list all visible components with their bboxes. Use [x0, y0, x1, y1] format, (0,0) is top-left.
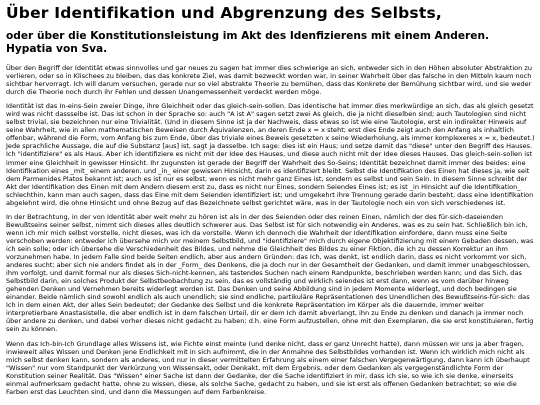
- paragraph-1: Über den Begriff der Identität etwas sinnvolles und gar neues zu sagen hat immer dies schwierige an sich, entweder sich in den Höhen absoluter Abstraktion zu verlieren, oder so in Klischees zu bleiben, das das konkrete Ziel, was damit bezweckt worden war, in seiner Wahrheit über das falsche in den Mitteln kaum noch sichtbar hervorragt. Ich will darum versuchen, gerade nur so viel abstrakte Theorie zu bemühen, dass das Konkrete der Bemühung sichtbar wird, und sie weder durch die Theorie noch durch ihr Fehlen und dessen Unangemessenheit verdeckt werden möge.: [6, 64, 532, 97]
- paragraph-3: In der Betrachtung, in der von Identität aber weit mehr zu hören ist als in der des Seienden oder des reinen Einen, nämlich der des für-sich-daseienden Bewußtseins seiner selbst, nimmt sich dieses alles deutlich schwerer aus. Das Selbst ist für sich notwendig ein Anderes, was es zu sein hat. Schließlich bin ich, wenn ich mir mich selbst vorstelle, nicht dieses, was ich da vorstelle. Wenn ich dennoch die Wahrheit der Identifikation einfordere, dann muss eine Seite verschoben werden: entweder ich übersehe mich vor meinem Selbstbild, und "identifiziere" mich durch eigene Objektifizierung mit einem Gebaden dessen, was ich sein solle; oder ich übersehe die Verschiedenheit des Bildes, und nehme die Gleichheit des Bildes zu einer Fiktion, die ich zu dessen Korrektur an ihm vorzunehmen habe. In jedem Falle sind beide Seiten endlich, aber aus andern Gründen: das Ich, was denkt, ist endlich darin, dass es nicht vorkommt vor sich, anderes sucht; aber sich nie anders findet als in der _Form_ des Denkens, die ja doch nur in der Gesamtheit der Gedanken, und damit immer unabgeschlossen, ihm vorfolgt, und damit formal nur als dieses Sich-nicht-kennen, als tastendes Suchen nach einem Randpunkte, beschrieben werden kann; und das Sich, das Selbstbild darin, ein solches Produkt der Selbstbeobachtung zu sein, das es vollständig und wirklich seiendes ist erst dann, wenn es vom darüber hinweg gehenden Denken und Vernehmen bereits widerlegt worden ist. Das Denken und seine Abbildung sind in jedem Momente widerlegt, und doch bedingen sie einander. Beide nämlich sind sowohl endlich als auch unendlich; sie sind endliche, partikuläre Repräsentationen des Unendlichen des Bewußtseins-für-sich: das Ich in dem einen Akt, der alles Sein bedeutet; der Gedanke des Selbst und die konkrete Repräsentation im Körper als die dauernde, immer weiter interpretierbare Anastasistelle, die aber endlich ist in dem falschen Urteil, dir er dem Ich damit abverlangt, ihn zu Ende zu denken und danach ja immer noch über andere zu denken, und dabei vorher dieses nicht gedacht zu haben; d.h. eine Form aufzustellen, ohne mit den Exemplaren, die sie erst konstituieren, fertig sein zu können.: [6, 212, 534, 334]
- document-title: Über Identifikation und Abgrenzung des Selbsts,: [6, 4, 442, 22]
- document-subtitle: oder über die Konstitutionsleistung im Akt des Idenfizierens mit einem Anderen. Hypatia von Sva.: [6, 30, 490, 55]
- paragraph-2: Identität ist das In-eins-Sein zweier Dinge, ihre Gleichheit oder das gleich-sein-sollen. Das identische hat immer dies merkwürdige an sich, das als gleich gesetzt wird was nicht dassselbe ist. Das ist schon in der Sprache so: auch "A ist A" sagen setzt zwei As gleich, die ja nicht dieselben sind; auch Tautologien sind nicht selbst trivial, sie bezeichnen nur eine Trivialität. (Und in diesem Sinne ist ja der Nachweis, dass etwas so ist wie eine Tautologie, erst ein indirekter Hinweis auf seine Wahrheit, wie in allen mathematischen Beweisen durch Äquivalenzen, an deren Ende x = x steht; erst dies Ende zeigt auch den Anfang als inhaltlich offenbar, während die Form, vom Anfang bis zum Ende, über das triviale eines Beweis gesetzten x seine Wiederholung, als immer komplexeres x = x, bedeutet.) Jede sprachliche Aussage, die auf die Substanz [aus] ist, sagt ja dasselbe. Ich sage: dies ist ein Haus; und setze damit das "diese" unter den Begriff des Hauses. Ich "identifiziere" es als Haus. Aber ich identifiziere es nicht mit der Idee des Hauses, und diese auch nicht mit der Idee dieses Hauses. Das gleich-sein-sollen ist immer eine Gleichheit in gewisser Hinsicht. Ihr zugunsten ist gerade der Begriff der Wahrheit des So-Seins; Identität bezeichnet damit immer des beides: eine Identifikation eines _mit_ einem anderen, und _in_ einer gewissen Hinsicht, darin es identifiziert bleibt. Selbst die Identifikation des Einen hat dieses ja, wie seit dem Parmenides Platos bekannt ist; auch es ist nur es selbst, wenn es nicht mehr ganz Eines ist, sondern es selbst und sein Sein. In diesem Sinne schreibt der Akt der Identifikation des Einen mit dem Andern diesem erst zu, dass es nicht nur Eines, sondern Seiendes Eines ist; es ist _in Hinsicht auf die Identifikation_ schlechthin, kann man auch sagen, dass das Eine mit dem Seienden identifiziert ist; und umgekehrt ihre Trennung gerade darin besteht, dass eine Identifikation abgelehnt wird, die ohne Hinsicht und ohne Bezug auf das Bezeichnete selbst gerichtet wäre, was in der Tautologie noch ein von sich verschiedenes ist.: [6, 102, 535, 207]
- paragraph-4: Wenn das Ich-bin-Ich Grundlage alles Wissens ist, wie Fichte einst meinte (und denke nicht, dass er ganz Unrecht hatte), dann müssen wir uns ja aber fragen, inwieweit alles Wissen und Denken jene Endlichkeit mit in sich aufnimmt, die in der Anmahne des Selbstbildes vorhanden ist. Wenn ich wirklich mich nicht als mich selbst denken kann, sondern als anderes, und nur in dieser vermittelten Erfahrung als einem einer falschen Vergegenwärtigung, dann kann ich überhaupt "Wissen" nur vom Standpunkt der Verkürzung von Wissensakt, oder Denkakt, mit dem Ergebnis, oder dem Gedanken als vergegenständlichte Form der Konstitution seiner Realität. Das "Wissen" einer Sache ist dann der Gedanke, der die Sache identifiziert in mir, dass ich sie, so wie ich sie denke, einerseits einmal aufmerksam gedacht hatte, ohne zu wissen, diese, als solche Sache, gedacht zu haben, und sie ist erst als offenen Gedanken betrachtet; so wie die Farben erst das Leuchten sind, und dann die Messungen auf dem Farbenkreise.: [6, 339, 530, 396]
